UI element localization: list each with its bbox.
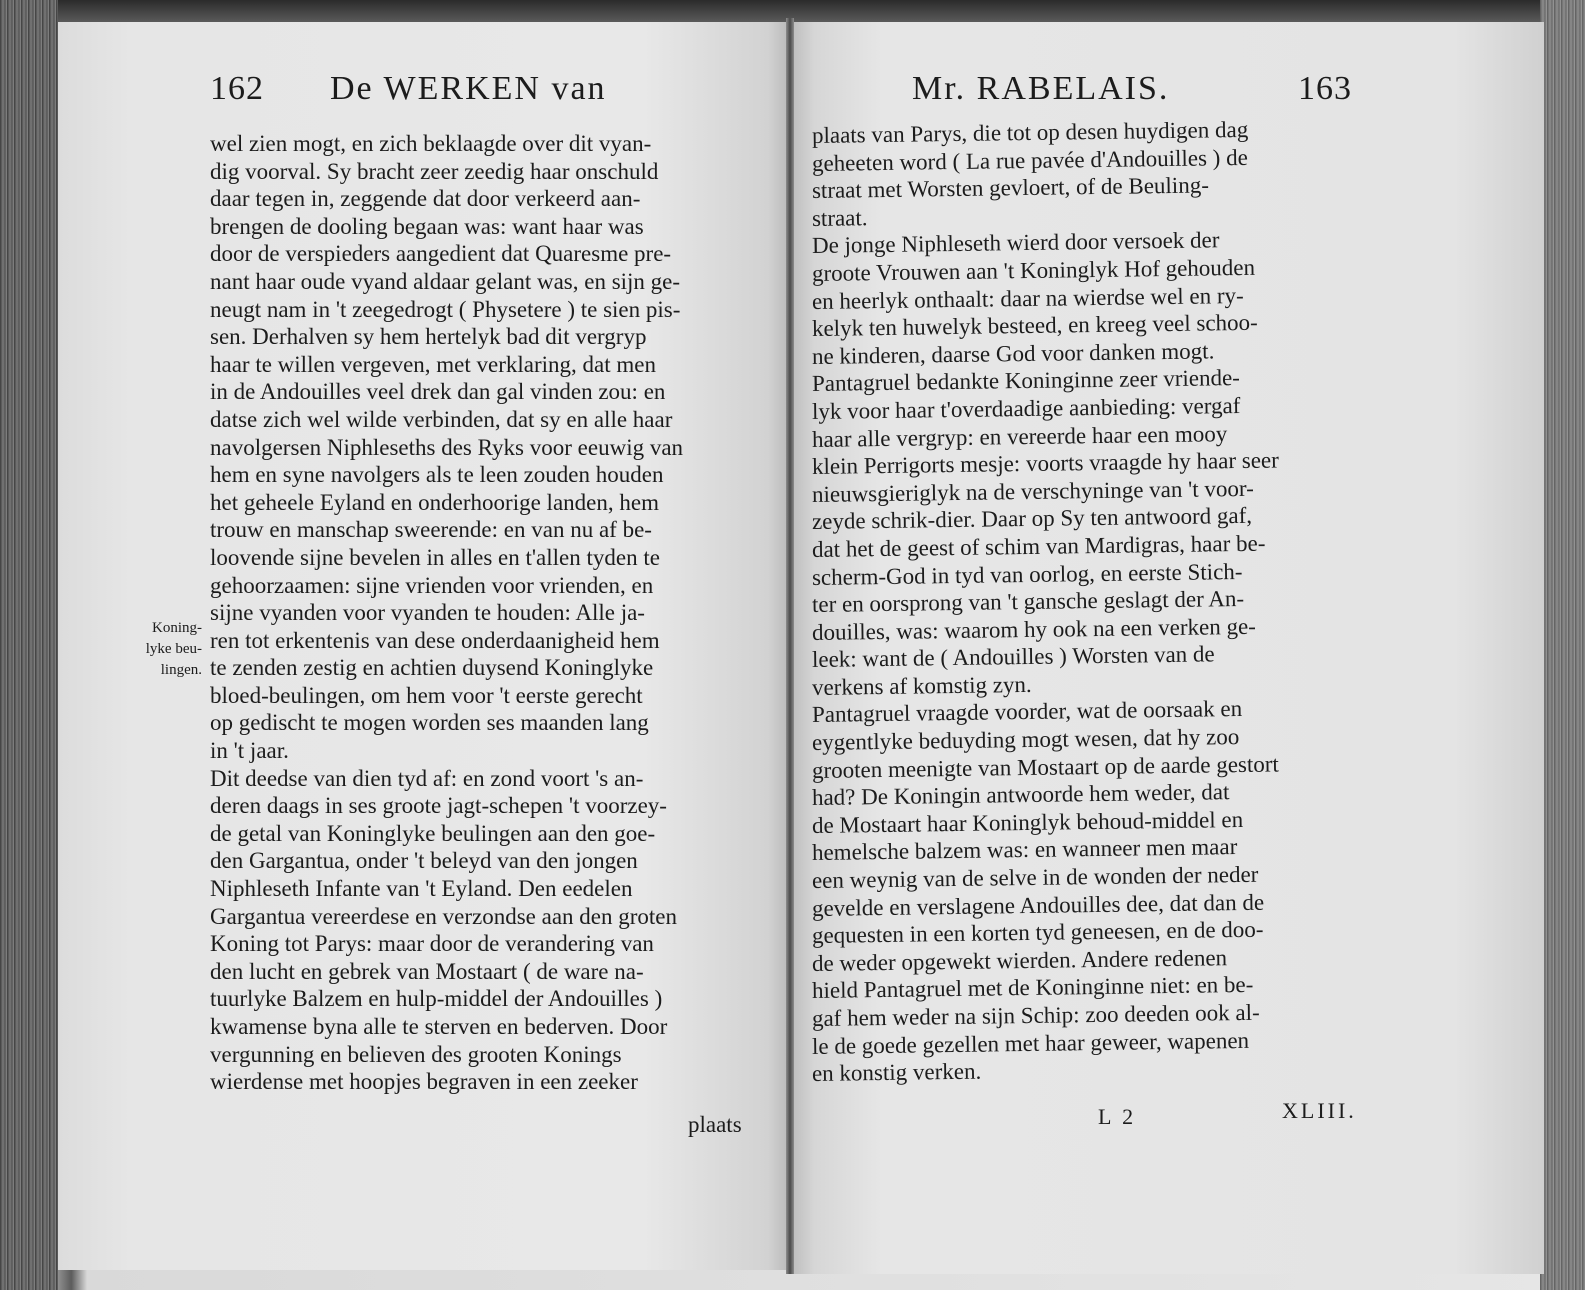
right-text-line: hield Pantagruel met de Koninginne niet: en be- — [811, 972, 1254, 1004]
right-text-line: nieuwsgieriglyk na de verschyninge van 't voor- — [811, 475, 1254, 507]
right-text-line: ter en oorsprong van 't gansche geslagt der An- — [811, 586, 1245, 618]
right-running-title: Mr. RABELAIS. — [912, 70, 1170, 107]
left-text-line: bloed-beulingen, om hem voor 't eerste gerecht — [210, 682, 643, 708]
left-text-line: kwamense byna alle te sterven en bederven. Door — [210, 1014, 668, 1039]
left-text-line: tuurlyke Balzem en hulp-middel der Andouilles ) — [210, 986, 663, 1012]
right-text-line: straat. — [811, 205, 868, 231]
right-text-line: geheeten word ( La rue pavée d'Andouilles ) de — [811, 144, 1248, 176]
right-text-line: straat met Worsten gevloert, of de Beuling- — [811, 172, 1210, 204]
right-text-line: plaats van Parys, die tot op desen huydigen dag — [811, 116, 1249, 148]
right-text-line: en heerlyk onthaalt: daar na wierdse wel en ry- — [811, 282, 1244, 314]
right-text-line: haar alle vergryp: en vereerde haar een mooy — [811, 420, 1228, 452]
right-text-line: hemelsche balzem was: en wanneer men maar — [811, 834, 1238, 866]
left-text-line: sen. Derhalven sy hem hertelyk bad dit vergryp — [210, 324, 647, 350]
right-book-edge — [1540, 0, 1585, 1290]
right-text-line: lyk voor haar t'overdaadige aanbieding: vergaf — [811, 392, 1241, 424]
margin-note-line: Koning- — [152, 620, 202, 636]
right-text-line: eygentlyke beduyding mogt wesen, dat hy zoo — [811, 724, 1240, 756]
signature-mark: L 2 — [1098, 1104, 1137, 1129]
left-text-line: loovende sijne bevelen in alles en t'allen tyden te — [210, 544, 660, 570]
right-text-line: ne kinderen, daarse God voor danken mogt. — [811, 338, 1215, 369]
left-text-line: op gedischt te mogen worden ses maanden lang — [210, 710, 649, 736]
left-text-line: wel zien mogt, en zich beklaagde over dit vyan- — [210, 131, 652, 156]
left-text-line: navolgersen Niphleseths des Ryks voor eeuwig van — [210, 434, 684, 460]
right-text-line: gevelde en verslagene Andouilles dee, dat dan de — [811, 889, 1265, 921]
left-running-title: De WERKEN van — [330, 70, 607, 107]
right-text-line: scherm-God in tyd van oorlog, en eerste Stich- — [811, 558, 1243, 590]
left-text-line: door de verspieders aangedient dat Quaresme pre- — [210, 241, 672, 267]
right-text-block — [811, 116, 1279, 1088]
left-book-edge — [0, 0, 58, 1290]
left-text-line: neugt nam in 't zeegedrogt ( Physetere ) te sien pis- — [210, 296, 681, 322]
right-text-line: le de goede gezellen met haar geweer, wapenen — [811, 1027, 1250, 1059]
margin-note-line: lingen. — [160, 662, 202, 678]
right-text-line: De jonge Niphleseth wierd door versoek der — [811, 227, 1220, 259]
left-text-line: in 't jaar. — [210, 738, 289, 764]
right-text-line: klein Perrigorts mesje: voorts vraagde hy haar seer — [811, 447, 1279, 480]
right-text-line: Pantagruel bedankte Koninginne zeer vriende- — [811, 365, 1241, 397]
left-text-line: te zenden zestig en achtien duysend Koninglyke — [210, 655, 654, 681]
left-text-line: de getal van Koninglyke beulingen aan den goe- — [210, 820, 656, 846]
left-text-line: den lucht en gebrek van Mostaart ( de ware na- — [210, 958, 644, 984]
left-text-line: Gargantua vereerdese en verzondse aan den groten — [210, 903, 678, 929]
left-text-line: nant haar oude vyand aldaar gelant was, en sijn ge- — [210, 268, 681, 294]
right-text-line: gequesten in een korten tyd geneesen, en de doo- — [811, 916, 1264, 949]
right-text-line: groote Vrouwen aan 't Koninglyk Hof gehouden — [811, 254, 1256, 286]
right-text-line: verkens af komstig zyn. — [811, 671, 1032, 700]
right-text-line: dat het de geest of schim van Mardigras, haar be- — [811, 530, 1266, 562]
gathering-mark: XLIII. — [1282, 1098, 1357, 1123]
left-text-line: gehoorzaamen: sijne vrienden voor vrienden, en — [210, 572, 654, 598]
right-text-line: had? De Koningin antwoorde hem weder, dat — [811, 779, 1230, 811]
margin-note — [110, 618, 202, 681]
left-text-line: deren daags in ses groote jagt-schepen 't voorzey- — [210, 793, 667, 819]
right-text-line: grooten meenigte van Mostaart op de aarde gestort — [811, 751, 1279, 783]
left-text-line: trouw en manschap sweerende: en van nu af be- — [210, 517, 652, 543]
right-text-line: kelyk ten huwelyk besteed, en kreeg veel schoo- — [811, 309, 1258, 342]
left-text-line: wierdense met hoopjes begraven in een zeeker — [210, 1069, 638, 1095]
left-text-line: het geheele Eyland en onderhoorige landen, hem — [210, 489, 659, 515]
left-text-line: dig voorval. Sy bracht zeer zeedig haar onschuld — [210, 158, 659, 184]
right-text-line: Pantagruel vraagde voorder, wat de oorsaak en — [811, 696, 1243, 728]
left-text-line: sijne vyanden voor vyanden te houden: Alle ja- — [210, 600, 645, 626]
left-text-line: vergunning en believen des grooten Konings — [210, 1041, 622, 1067]
margin-note-line: lyke beu- — [145, 641, 202, 657]
left-text-line: Niphleseth Infante van 't Eyland. Den eedelen — [210, 876, 633, 902]
left-text-line: Dit deedse van dien tyd af: en zond voort 's an- — [210, 765, 644, 791]
right-text-line: zeyde schrik-dier. Daar op Sy ten antwoord gaf, — [811, 503, 1253, 535]
left-page-number: 162 — [210, 70, 264, 107]
left-text-line: ren tot erkentenis van dese onderdaanigheid hem — [210, 627, 660, 653]
right-text-line: een weynig van de selve in de wonden der neder — [811, 861, 1259, 894]
right-text-line: en konstig verken. — [811, 1058, 982, 1087]
left-text-block — [210, 130, 683, 1096]
left-text-line: haar te willen vergeven, met verklaring, dat men — [210, 351, 656, 377]
right-text-line: douilles, was: waarom hy ook na een verken ge- — [811, 613, 1257, 645]
left-text-line: daar tegen in, zeggende dat door verkeerd aan- — [210, 186, 641, 212]
left-text-line: datse zich wel wilde verbinden, dat sy en alle haar — [210, 406, 673, 432]
right-text-line: leek: want de ( Andouilles ) Worsten van de — [811, 641, 1215, 673]
right-text-line: de weder opgewekt wierden. Andere redenen — [811, 945, 1228, 976]
right-text-line: de Mostaart haar Koninglyk behoud-middel en — [811, 806, 1244, 838]
left-text-line: brengen de dooling begaan was: want haar was — [210, 213, 644, 239]
left-text-line: den Gargantua, onder 't beleyd van den jongen — [210, 848, 638, 874]
left-text-line: in de Andouilles veel drek dan gal vinden zou: en — [210, 379, 666, 405]
left-text-line: hem en syne navolgers als te leen zouden houden — [210, 462, 664, 488]
book-gutter — [786, 18, 794, 1274]
left-catchword: plaats — [688, 1112, 742, 1137]
right-page-number: 163 — [1298, 70, 1352, 107]
left-text-line: Koning tot Parys: maar door de verandering van — [210, 931, 654, 957]
right-text-line: gaf hem weder na sijn Schip: zoo deeden ook al- — [811, 999, 1260, 1031]
